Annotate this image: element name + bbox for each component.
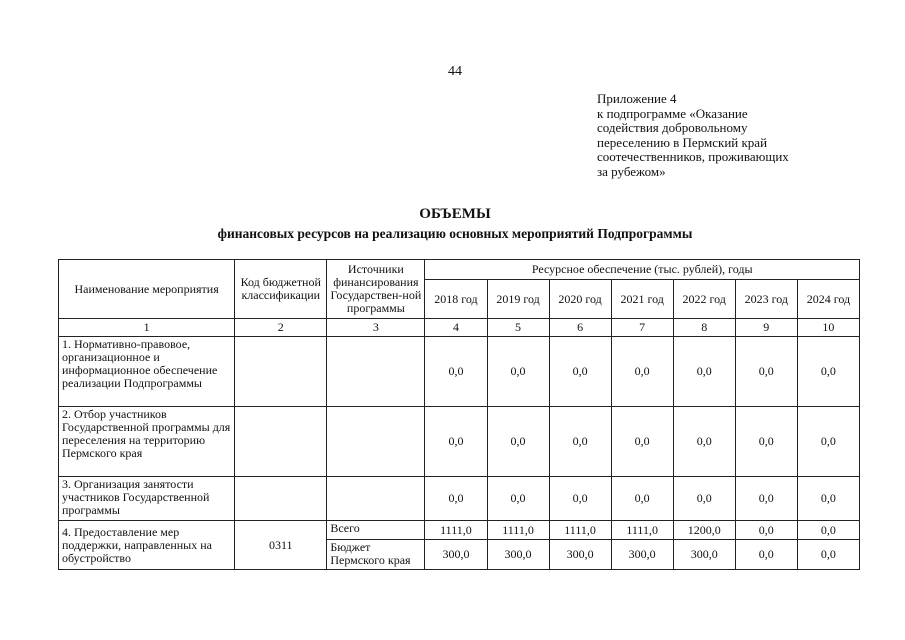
value-cell: 1111,0 xyxy=(549,521,611,540)
column-number: 1 xyxy=(59,319,235,337)
column-number: 9 xyxy=(735,319,797,337)
value-cell: 0,0 xyxy=(611,337,673,407)
budget-code xyxy=(235,407,327,477)
value-cell: 300,0 xyxy=(425,540,487,570)
header-resources: Ресурсное обеспечение (тыс. рублей), годы xyxy=(425,260,860,280)
value-cell: 0,0 xyxy=(425,337,487,407)
header-year: 2018 год xyxy=(425,280,487,319)
column-number: 7 xyxy=(611,319,673,337)
value-cell: 0,0 xyxy=(549,477,611,521)
value-cell: 0,0 xyxy=(549,337,611,407)
value-cell: 0,0 xyxy=(797,521,859,540)
value-cell: 0,0 xyxy=(487,407,549,477)
header-year: 2022 год xyxy=(673,280,735,319)
column-number: 3 xyxy=(327,319,425,337)
funding-source xyxy=(327,407,425,477)
activity-name: 2. Отбор участников Государственной программы для переселения на территорию Пермского края xyxy=(59,407,235,477)
value-cell: 1200,0 xyxy=(673,521,735,540)
document-title: ОБЪЕМЫ xyxy=(419,206,491,222)
value-cell: 300,0 xyxy=(549,540,611,570)
budget-code xyxy=(235,477,327,521)
value-cell: 0,0 xyxy=(797,337,859,407)
value-cell: 0,0 xyxy=(611,477,673,521)
table-row xyxy=(59,477,860,521)
value-cell: 0,0 xyxy=(735,407,797,477)
value-cell: 0,0 xyxy=(735,521,797,540)
value-cell: 0,0 xyxy=(425,477,487,521)
activity-name: 1. Нормативно-правовое, организационное и информационное обеспечение реализации Подпрограммы xyxy=(59,337,235,407)
value-cell: 0,0 xyxy=(673,477,735,521)
funding-source xyxy=(327,477,425,521)
column-number: 2 xyxy=(235,319,327,337)
value-cell: 0,0 xyxy=(487,337,549,407)
header-year: 2019 год xyxy=(487,280,549,319)
appendix-line: переселению в Пермский край xyxy=(597,134,768,150)
header-name: Наименование мероприятия xyxy=(59,260,235,319)
value-cell: 0,0 xyxy=(673,407,735,477)
value-cell: 0,0 xyxy=(735,477,797,521)
value-cell: 300,0 xyxy=(673,540,735,570)
table-row xyxy=(59,337,860,407)
value-cell: 1111,0 xyxy=(425,521,487,540)
appendix-line: содействия добровольному xyxy=(597,120,748,135)
value-cell: 0,0 xyxy=(673,337,735,407)
document-subtitle: финансовых ресурсов на реализацию основных мероприятий Подпрограммы xyxy=(217,226,693,241)
appendix-line: Приложение 4 xyxy=(597,91,677,106)
table-row xyxy=(59,407,860,477)
column-number: 5 xyxy=(487,319,549,337)
header-source: Источники финансирования Государствен-ной программы xyxy=(327,260,425,319)
value-cell: 0,0 xyxy=(611,407,673,477)
column-number: 10 xyxy=(797,319,859,337)
value-cell: 300,0 xyxy=(487,540,549,570)
value-cell: 0,0 xyxy=(735,540,797,570)
appendix-line: соотечественников, проживающих xyxy=(597,149,789,164)
header-year: 2024 год xyxy=(797,280,859,319)
funding-source: Бюджет Пермского края xyxy=(327,540,425,570)
value-cell: 300,0 xyxy=(611,540,673,570)
column-number: 4 xyxy=(425,319,487,337)
value-cell: 1111,0 xyxy=(487,521,549,540)
funding-source: Всего xyxy=(327,521,425,540)
column-number-row xyxy=(59,319,860,337)
value-cell: 1111,0 xyxy=(611,521,673,540)
value-cell: 0,0 xyxy=(735,337,797,407)
page-number: 44 xyxy=(448,64,462,79)
appendix-line: к подпрограмме «Оказание xyxy=(597,105,748,121)
table-row xyxy=(59,521,860,540)
value-cell: 0,0 xyxy=(797,407,859,477)
header-year: 2021 год xyxy=(611,280,673,319)
funding-source xyxy=(327,337,425,407)
value-cell: 0,0 xyxy=(425,407,487,477)
activity-name: 4. Предоставление мер поддержки, направленных на обустройство xyxy=(59,521,235,570)
header-year: 2023 год xyxy=(735,280,797,319)
value-cell: 0,0 xyxy=(797,540,859,570)
budget-code: 0311 xyxy=(235,521,327,570)
activity-name: 3. Организация занятости участников Государственной программы xyxy=(59,477,235,521)
value-cell: 0,0 xyxy=(797,477,859,521)
financial-resources-table xyxy=(58,259,860,570)
header-code: Код бюджетной классификации xyxy=(235,260,327,319)
value-cell: 0,0 xyxy=(549,407,611,477)
budget-code xyxy=(235,337,327,407)
column-number: 8 xyxy=(673,319,735,337)
column-number: 6 xyxy=(549,319,611,337)
appendix-note xyxy=(597,92,847,179)
appendix-line: за рубежом» xyxy=(597,163,666,179)
header-year: 2020 год xyxy=(549,280,611,319)
value-cell: 0,0 xyxy=(487,477,549,521)
